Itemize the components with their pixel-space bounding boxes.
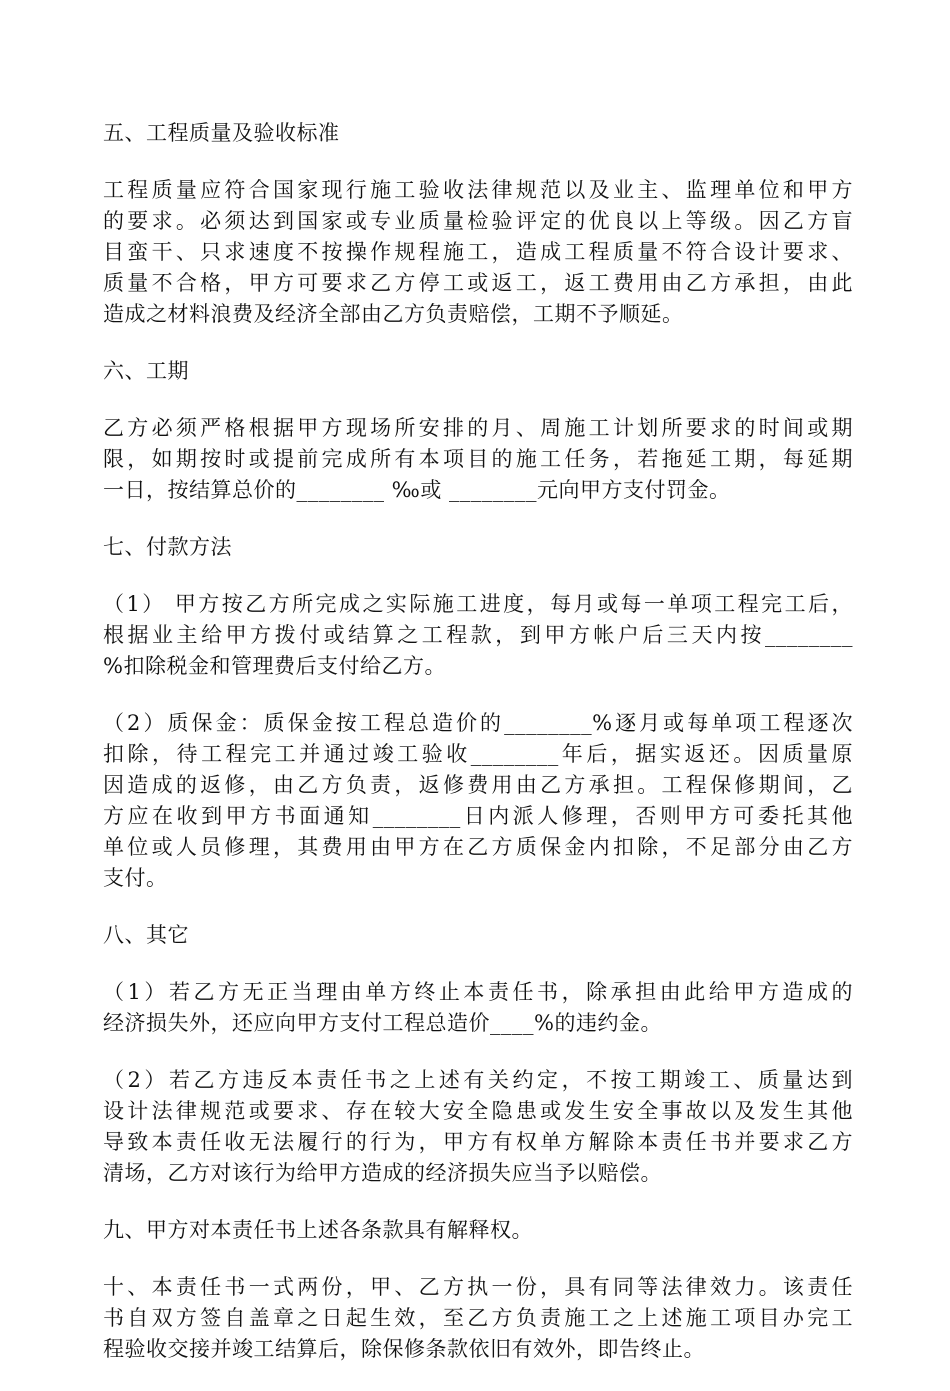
text-line: 因造成的返修，由乙方负责，返修费用由乙方承担。工程保修期间，乙 [103, 773, 853, 797]
paragraph-payment-1 [103, 589, 853, 682]
text-line: （1）若乙方无正当理由单方终止本责任书，除承担由此给甲方造成的 [103, 980, 853, 1004]
text-line: （2）质保金：质保金按工程总造价的________%逐月或每单项工程逐次 [103, 711, 853, 735]
text-line: 工程质量应符合国家现行施工验收法律规范以及业主、监理单位和甲方 [103, 178, 853, 202]
text-line: 方应在收到甲方书面通知________日内派人修理，否则甲方可委托其他 [103, 804, 853, 828]
text-line: 扣除，待工程完工并通过竣工验收________年后，据实返还。因质量原 [103, 742, 853, 766]
text-line: 书自双方签自盖章之日起生效，至乙方负责施工之上述施工项目办完工 [103, 1306, 853, 1330]
text-line: 十、本责任书一式两份，甲、乙方执一份，具有同等法律效力。该责任 [103, 1275, 853, 1299]
paragraph-other-2 [103, 1065, 853, 1189]
text-line: 乙方必须严格根据甲方现场所安排的月、周施工计划所要求的时间或期 [103, 416, 853, 440]
section-heading-8: 八、其它 [103, 923, 189, 947]
text-line: （2）若乙方违反本责任书之上述有关约定，不按工期竣工、质量达到 [103, 1068, 853, 1092]
text-line: 一日，按结算总价的________ ‰或 ________元向甲方支付罚金。 [103, 478, 731, 502]
text-line: 目蛮干、只求速度不按操作规程施工，造成工程质量不符合设计要求、 [103, 240, 853, 264]
paragraph-quality-standard [103, 175, 853, 330]
section-heading-5: 五、工程质量及验收标准 [103, 121, 340, 145]
text-line: 根据业主给甲方拨付或结算之工程款，到甲方帐户后三天内按________ [103, 623, 853, 647]
paragraph-schedule [103, 413, 853, 506]
paragraph-section-10 [103, 1272, 853, 1365]
text-line: 设计法律规范或要求、存在较大安全隐患或发生安全事故以及发生其他 [103, 1099, 853, 1123]
section-heading-7: 七、付款方法 [103, 535, 232, 559]
text-line: 清场，乙方对该行为给甲方造成的经济损失应当予以赔偿。 [103, 1161, 662, 1185]
text-line: 程验收交接并竣工结算后，除保修条款依旧有效外，即告终止。 [103, 1337, 705, 1361]
text-line: 导致本责任收无法履行的行为，甲方有权单方解除本责任书并要求乙方 [103, 1130, 853, 1154]
document-body [103, 118, 853, 1391]
text-line: 的要求。必须达到国家或专业质量检验评定的优良以上等级。因乙方盲 [103, 209, 853, 233]
text-line: 经济损失外，还应向甲方支付工程总造价____%的违约金。 [103, 1011, 662, 1035]
text-line: 造成之材料浪费及经济全部由乙方负责赔偿，工期不予顺延。 [103, 302, 684, 326]
text-line: 单位或人员修理，其费用由甲方在乙方质保金内扣除，不足部分由乙方 [103, 835, 853, 859]
section-heading-9: 九、甲方对本责任书上述各条款具有解释权。 [103, 1218, 533, 1242]
text-line: 支付。 [103, 866, 168, 890]
text-line: 质量不合格，甲方可要求乙方停工或返工，返工费用由乙方承担，由此 [103, 271, 853, 295]
text-line: （1） 甲方按乙方所完成之实际施工进度，每月或每一单项工程完工后， [103, 592, 853, 616]
section-heading-6: 六、工期 [103, 359, 189, 383]
paragraph-payment-2 [103, 708, 853, 894]
paragraph-other-1 [103, 977, 853, 1039]
text-line: %扣除税金和管理费后支付给乙方。 [103, 654, 446, 678]
text-line: 限，如期按时或提前完成所有本项目的施工任务，若拖延工期，每延期 [103, 447, 853, 471]
